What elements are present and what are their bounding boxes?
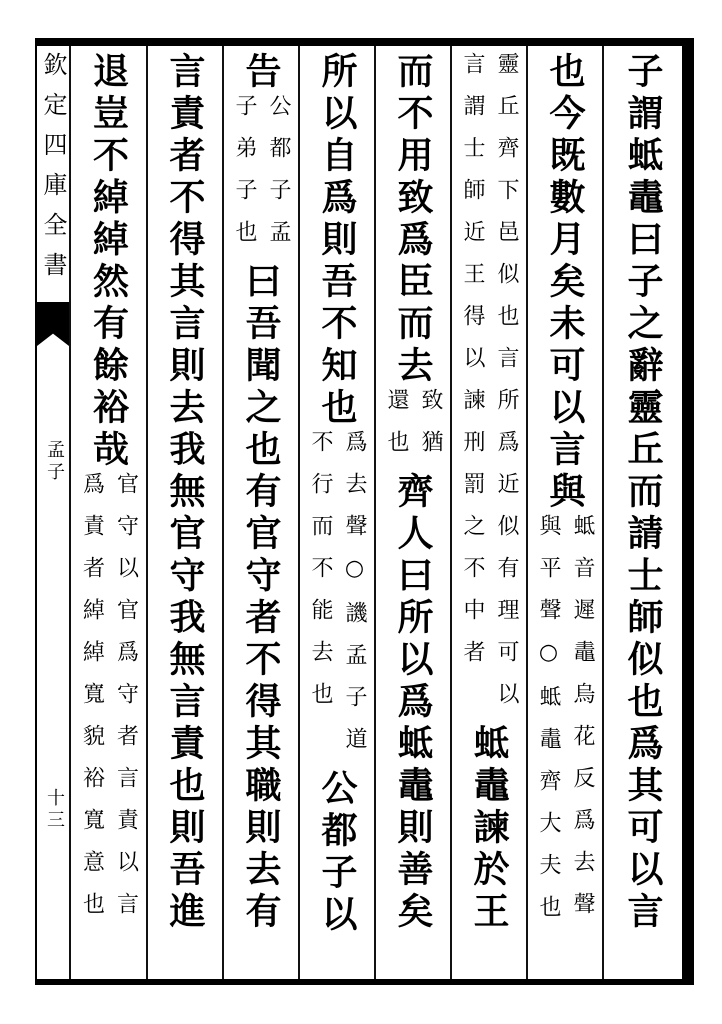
annotation [79, 472, 139, 934]
main-text: 曰吾聞之也有官守者不得其職則去有 [240, 262, 282, 934]
annotation-left: 不行而不能去也 [308, 430, 333, 724]
annotation-right: 公都子孟 [266, 94, 291, 262]
text-column [300, 52, 374, 978]
fishtail-mark-icon [37, 302, 69, 346]
text-column [71, 52, 146, 978]
annotation [231, 94, 291, 262]
main-text: 公都子以 [316, 769, 358, 937]
annotation-right: 蚳音遲鼃烏花反爲去聲 [570, 514, 595, 934]
main-text: 而不用致爲臣而去 [392, 52, 434, 388]
annotation-left: 子弟子也 [232, 94, 257, 262]
frame-left-border [35, 38, 37, 985]
main-text: 所以自爲則吾不知也 [316, 52, 358, 430]
text-column [148, 52, 222, 978]
annotation [459, 52, 519, 724]
text-column [452, 52, 526, 978]
annotation [307, 430, 367, 769]
margin-section-title: 孟子 [44, 440, 65, 484]
main-text: 告 [240, 52, 282, 94]
main-text: 也今既數月矣未可以言與 [544, 52, 586, 514]
annotation-right: 靈丘齊下邑似也言所爲近似有理可以 [494, 52, 519, 724]
margin-page-number: 十三 [44, 788, 65, 832]
main-text: 退豈不綽綽然有餘裕哉 [87, 52, 130, 472]
annotation [383, 388, 443, 472]
annotation-left: 與平聲○蚳鼃齊大夫也 [536, 514, 561, 937]
annotation-right: 致猶 [418, 388, 443, 472]
text-column [376, 52, 450, 978]
main-text: 齊人曰所以爲蚳鼃則善矣 [392, 472, 434, 934]
main-text: 言責者不得其言則去我無官守我無言責也則吾進 [164, 52, 206, 934]
frame-top-border [36, 38, 694, 46]
annotation-left: 還也 [384, 388, 409, 472]
text-column [224, 52, 298, 978]
annotation [535, 514, 595, 937]
annotation-left: 爲責者綽綽寬貌裕寬意也 [79, 472, 105, 934]
main-text: 蚳鼃諫於王 [468, 724, 510, 934]
frame-right-border [682, 38, 694, 985]
frame-bottom-border [36, 979, 694, 985]
text-column [604, 52, 682, 978]
annotation-right: 爲去聲○譏孟子道 [342, 430, 367, 769]
text-column [528, 52, 602, 978]
main-text: 子謂蚳鼃曰子之辭靈丘而請士師似也爲其可以言 [622, 52, 664, 934]
margin-book-title: 欽定四庫全書 [39, 52, 67, 292]
annotation-left: 言謂士師近王得以諫刑罰之不中者 [460, 52, 485, 682]
annotation-right: 官守以官爲守者言責以言 [113, 472, 139, 934]
